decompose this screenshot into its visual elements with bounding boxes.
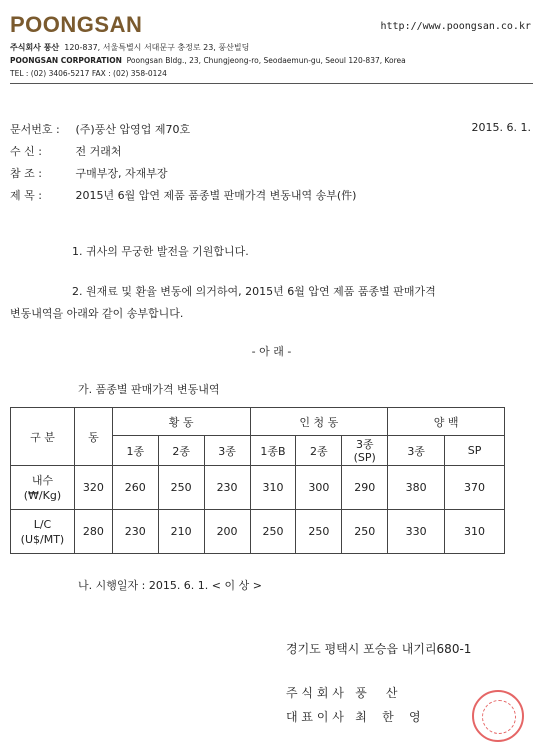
doc-number: (주)풍산 압영업 제70호	[75, 123, 191, 136]
company-logo: POONGSAN	[10, 12, 143, 37]
sub-nickel-3: 3종	[388, 436, 445, 466]
recipient-label: 수 신 :	[10, 145, 42, 158]
cell-value: 300	[296, 466, 342, 510]
cell-value: 230	[204, 466, 250, 510]
cell-value: 260	[112, 466, 158, 510]
sub-phosphor-1b: 1종B	[250, 436, 296, 466]
row-label	[11, 466, 75, 510]
subject-row	[10, 187, 356, 203]
subject: 2015년 6월 압연 제품 품종별 판매가격 변동내역 송부(件)	[75, 189, 357, 202]
recipient: 전 거래처	[75, 145, 122, 158]
header-copper: 동	[74, 408, 112, 466]
cell-value: 230	[112, 510, 158, 554]
seal-inner-ring	[482, 700, 516, 734]
sub-brass-1: 1종	[112, 436, 158, 466]
address-kr: 120-837, 서울특별시 서대문구 충정로 23, 풍산빌딩	[64, 43, 250, 52]
cell-value: 250	[158, 466, 204, 510]
cc: 구매부장, 자재부장	[75, 167, 168, 180]
cell-value: 320	[74, 466, 112, 510]
cc-label: 참 조 :	[10, 167, 42, 180]
price-table-wrap	[10, 407, 505, 554]
header-division: 구 분	[11, 408, 75, 466]
subject-label: 제 목 :	[10, 189, 42, 202]
table-row	[11, 466, 505, 510]
paragraph-2-line-2: 변동내역을 아래와 같이 송부합니다.	[10, 307, 184, 320]
cell-value: 370	[445, 466, 505, 510]
address-kr-line	[10, 42, 249, 53]
sub-brass-2: 2종	[158, 436, 204, 466]
cell-value: 250	[250, 510, 296, 554]
sub-phosphor-3sp-line1: 3종	[355, 437, 374, 451]
cell-value: 200	[204, 510, 250, 554]
cc-row	[10, 165, 168, 181]
section-b-effective-date: 나. 시행일자 : 2015. 6. 1. < 이 상 >	[78, 579, 262, 592]
cell-value: 250	[342, 510, 388, 554]
footer-ceo: 대 표 이 사 최 한 영	[286, 710, 421, 724]
doc-date: 2015. 6. 1.	[471, 121, 531, 134]
row-label-line1: 내수	[31, 473, 54, 487]
doc-number-label: 문서번호 :	[10, 123, 60, 136]
paragraph-1: 1. 귀사의 무궁한 발전을 기원합니다.	[72, 245, 249, 258]
cell-value: 310	[250, 466, 296, 510]
header-divider	[10, 83, 533, 84]
recipient-row	[10, 143, 122, 159]
company-name-en: POONGSAN CORPORATION	[10, 56, 122, 65]
cell-value: 210	[158, 510, 204, 554]
row-label	[11, 510, 75, 554]
cell-value: 250	[296, 510, 342, 554]
header-brass: 황 동	[112, 408, 250, 436]
row-label-line1: L/C	[33, 517, 52, 531]
company-name-kr: 주식회사 풍산	[10, 43, 60, 52]
paragraph-2-line-1: 2. 원재료 및 환율 변동에 의거하여, 2015년 6월 압연 제품 품종별 판매가격	[72, 285, 436, 298]
sub-nickel-sp: SP	[445, 436, 505, 466]
company-seal-stamp	[472, 690, 524, 742]
website-url: http://www.poongsan.co.kr	[380, 21, 531, 32]
cell-value: 380	[388, 466, 445, 510]
footer-company: 주 식 회 사 풍 산	[286, 686, 398, 700]
row-label-line2: (U$/MT)	[20, 532, 65, 546]
sub-phosphor-3sp	[342, 436, 388, 466]
sub-brass-3: 3종	[204, 436, 250, 466]
sub-phosphor-2: 2종	[296, 436, 342, 466]
price-table	[10, 407, 505, 554]
row-label-line2: (₩/Kg)	[23, 488, 62, 502]
cell-value: 330	[388, 510, 445, 554]
section-a-heading: 가. 품종별 판매가격 변동내역	[78, 383, 220, 396]
sub-phosphor-3sp-line2: (SP)	[353, 450, 376, 464]
cell-value: 280	[74, 510, 112, 554]
doc-number-row	[10, 121, 190, 137]
cell-value: 310	[445, 510, 505, 554]
below-heading: - 아 래 -	[251, 345, 292, 358]
tel-fax: TEL : (02) 3406-5217 FAX : (02) 358-0124	[10, 69, 167, 78]
cell-value: 290	[342, 466, 388, 510]
address-en: Poongsan Bldg., 23, Chungjeong-ro, Seodaemun-gu, Seoul 120-837, Korea	[126, 56, 406, 65]
header-phosphor-bronze: 인 청 동	[250, 408, 388, 436]
header-nickel-silver: 양 백	[388, 408, 505, 436]
footer-address: 경기도 평택시 포승읍 내기리680-1	[286, 642, 472, 656]
table-row	[11, 510, 505, 554]
address-en-line	[10, 56, 406, 65]
